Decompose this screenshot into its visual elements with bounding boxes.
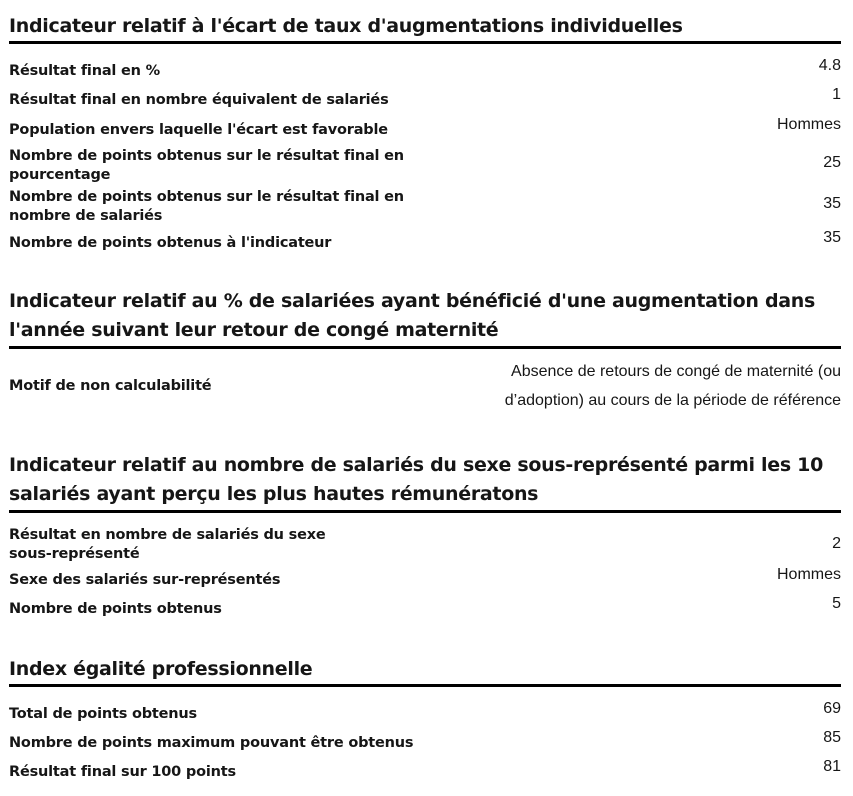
table-row <box>9 116 841 141</box>
row-value: 25 <box>823 154 841 171</box>
section-title: Indicateur relatif à l'écart de taux d'augmentations individuelles <box>9 12 841 44</box>
row-value: 69 <box>823 700 841 717</box>
table-row <box>9 700 841 725</box>
section-hautes-remunerations <box>9 451 841 617</box>
row-label: Population envers laquelle l'écart est favorable <box>9 121 388 138</box>
row-value: Hommes <box>776 566 841 583</box>
row-label: Nombre de points obtenus sur le résultat final en nombre de salariés <box>9 189 404 224</box>
table-row <box>9 86 841 111</box>
section-title: Indicateur relatif au % de salariées ayant bénéficié d'une augmentation dans l'année suivant leur retour de congé maternité <box>9 287 841 349</box>
section-ecart-augmentations <box>9 12 841 251</box>
row-label: Résultat final sur 100 points <box>9 763 236 780</box>
table-row <box>9 146 841 186</box>
row-value-line: Absence de retours de congé de maternité (ou <box>511 363 841 380</box>
row-label: Résultat final en nombre équivalent de salariés <box>9 91 389 108</box>
row-label: Nombre de points obtenus <box>9 600 222 617</box>
row-label: Résultat en nombre de salariés du sexe sous-représenté <box>9 527 326 562</box>
table-row <box>9 357 841 415</box>
table-row <box>9 758 841 783</box>
row-label: Motif de non calculabilité <box>9 377 212 394</box>
row-value: 5 <box>832 595 841 612</box>
row-label: Sexe des salariés sur-représentés <box>9 571 281 588</box>
row-label: Nombre de points obtenus à l'indicateur <box>9 234 332 251</box>
row-value: 85 <box>823 729 841 746</box>
table-row <box>9 525 841 565</box>
row-value-line: d’adoption) au cours de la période de référence <box>504 392 841 409</box>
row-label: Nombre de points maximum pouvant être obtenus <box>9 734 414 751</box>
row-value: Hommes <box>776 116 841 133</box>
row-value: 35 <box>823 229 841 246</box>
section-title: Indicateur relatif au nombre de salariés du sexe sous-représenté parmi les 10 salariés ayant perçu les plus hautes rémunératons <box>9 451 841 513</box>
row-value: 2 <box>832 535 841 552</box>
table-row <box>9 57 841 82</box>
table-row <box>9 187 841 227</box>
table-row <box>9 729 841 754</box>
section-index-egalite <box>9 655 841 780</box>
row-value: 1 <box>832 86 841 103</box>
table-row <box>9 566 841 591</box>
row-value: 35 <box>823 195 841 212</box>
table-row <box>9 229 841 254</box>
row-label: Résultat final en % <box>9 62 160 79</box>
row-value: 81 <box>823 758 841 775</box>
table-row <box>9 595 841 620</box>
row-label: Nombre de points obtenus sur le résultat final en pourcentage <box>9 148 404 183</box>
section-conge-maternite <box>9 287 841 409</box>
row-label: Total de points obtenus <box>9 705 197 722</box>
row-value: 4.8 <box>818 57 841 74</box>
row-value <box>505 357 841 415</box>
section-title: Index égalité professionnelle <box>9 655 841 687</box>
